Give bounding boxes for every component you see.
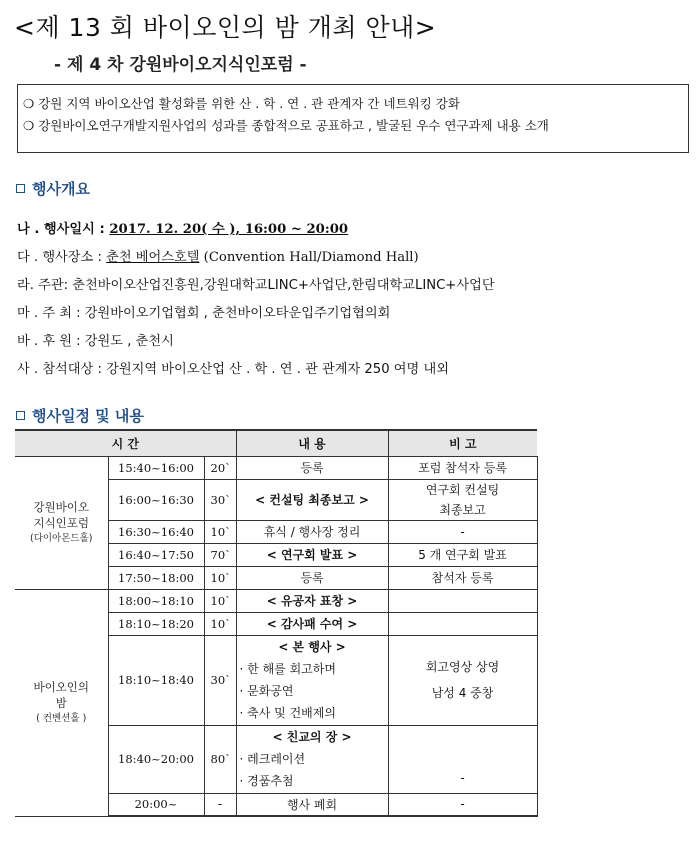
duration-cell: 10` — [204, 589, 236, 612]
duration-cell: 80` — [204, 725, 236, 793]
time-cell: 16:00~16:30 — [108, 479, 204, 520]
table-row — [15, 456, 537, 479]
overview-host: 라. 주관: 춘천바이오산업진흥원,강원대학교LINC+사업단,한림대학교LINC+사업단 — [17, 278, 495, 293]
group-cell-forum: 강원바이오 지식인포럼 (다이아몬드홀) — [15, 456, 108, 589]
circle-bullet-icon: ❍ — [23, 118, 35, 133]
column-header: 시 간 — [15, 430, 236, 456]
content-cell: < 본 행사 > · 한 해를 회고하며 · 문화공연 · 축사 및 건배제의 — [236, 635, 388, 725]
content-cell: < 연구회 발표 > — [236, 543, 388, 566]
note-cell: 5 개 연구회 발표 — [388, 543, 537, 566]
time-cell: 18:10~18:40 — [108, 635, 204, 725]
table-header-row — [15, 430, 537, 456]
time-cell: 18:10~18:20 — [108, 612, 204, 635]
content-cell: < 감사패 수여 > — [236, 612, 388, 635]
content-cell: 행사 폐회 — [236, 793, 388, 816]
duration-cell: 20` — [204, 456, 236, 479]
content-cell: < 유공자 표창 > — [236, 589, 388, 612]
column-header: 내 용 — [236, 430, 388, 456]
overview-date: 나 . 행사일시 : 2017. 12. 20( 수 ), 16:00 ~ 20:00 — [17, 222, 349, 237]
time-cell: 20:00~ — [108, 793, 204, 816]
content-cell: 휴식 / 행사장 정리 — [236, 520, 388, 543]
note-cell — [388, 589, 537, 612]
note-cell: 연구회 컨설팅 최종보고 — [388, 479, 537, 520]
time-cell: 16:40~17:50 — [108, 543, 204, 566]
note-cell: 참석자 등록 — [388, 566, 537, 589]
content-cell: 등록 — [236, 456, 388, 479]
overview-sponsor: 바 . 후 원 : 강원도 , 춘천시 — [17, 334, 174, 349]
note-cell — [388, 612, 537, 635]
page-title: <제 13 회 바이오인의 밤 개최 안내> — [14, 13, 437, 42]
note-cell: - — [388, 725, 537, 793]
group-cell-night: 바이오인의 밤 ( 컨벤션홀 ) — [15, 589, 108, 816]
time-cell: 18:00~18:10 — [108, 589, 204, 612]
schedule-table — [15, 429, 538, 817]
column-header: 비 고 — [388, 430, 537, 456]
overview-venue: 다 . 행사장소 : 춘천 베어스호텔 (Convention Hall/Diamond Hall) — [17, 250, 419, 265]
section-heading-overview: 행사개요 — [16, 178, 90, 199]
circle-bullet-icon: ❍ — [23, 96, 35, 111]
purpose-box — [17, 84, 689, 153]
purpose-item: ❍ 강원바이오연구개발지원사업의 성과를 종합적으로 공표하고 , 발굴된 우수 연구과제 내용 소개 — [23, 118, 549, 133]
duration-cell: 10` — [204, 612, 236, 635]
overview-organizer: 마 . 주 최 : 강원바이오기업협회 , 춘천바이오타운입주기업협의회 — [17, 306, 391, 321]
duration-cell: 30` — [204, 635, 236, 725]
content-cell: < 컨설팅 최종보고 > — [236, 479, 388, 520]
time-cell: 18:40~20:00 — [108, 725, 204, 793]
content-cell: < 친교의 장 > · 레크레이션 · 경품추첨 — [236, 725, 388, 793]
purpose-item: ❍ 강원 지역 바이오산업 활성화를 위한 산 . 학 . 연 . 관 관계자 간 네트워킹 강화 — [23, 96, 460, 111]
duration-cell: 10` — [204, 520, 236, 543]
duration-cell: - — [204, 793, 236, 816]
overview-list — [17, 216, 495, 384]
table-row — [15, 589, 537, 612]
square-bullet-icon — [16, 411, 25, 420]
page-subtitle: - 제 4 차 강원바이오지식인포럼 - — [54, 55, 307, 75]
duration-cell: 10` — [204, 566, 236, 589]
note-cell: - — [388, 520, 537, 543]
time-cell: 16:30~16:40 — [108, 520, 204, 543]
content-cell: 등록 — [236, 566, 388, 589]
square-bullet-icon — [16, 184, 25, 193]
duration-cell: 30` — [204, 479, 236, 520]
time-cell: 15:40~16:00 — [108, 456, 204, 479]
section-heading-schedule: 행사일정 및 내용 — [16, 405, 144, 426]
note-cell: 포럼 참석자 등록 — [388, 456, 537, 479]
note-cell: - — [388, 793, 537, 816]
note-cell: 회고영상 상영 남성 4 중창 — [388, 635, 537, 725]
overview-audience: 사 . 참석대상 : 강원지역 바이오산업 산 . 학 . 연 . 관 관계자 250 여명 내외 — [17, 362, 449, 377]
duration-cell: 70` — [204, 543, 236, 566]
time-cell: 17:50~18:00 — [108, 566, 204, 589]
